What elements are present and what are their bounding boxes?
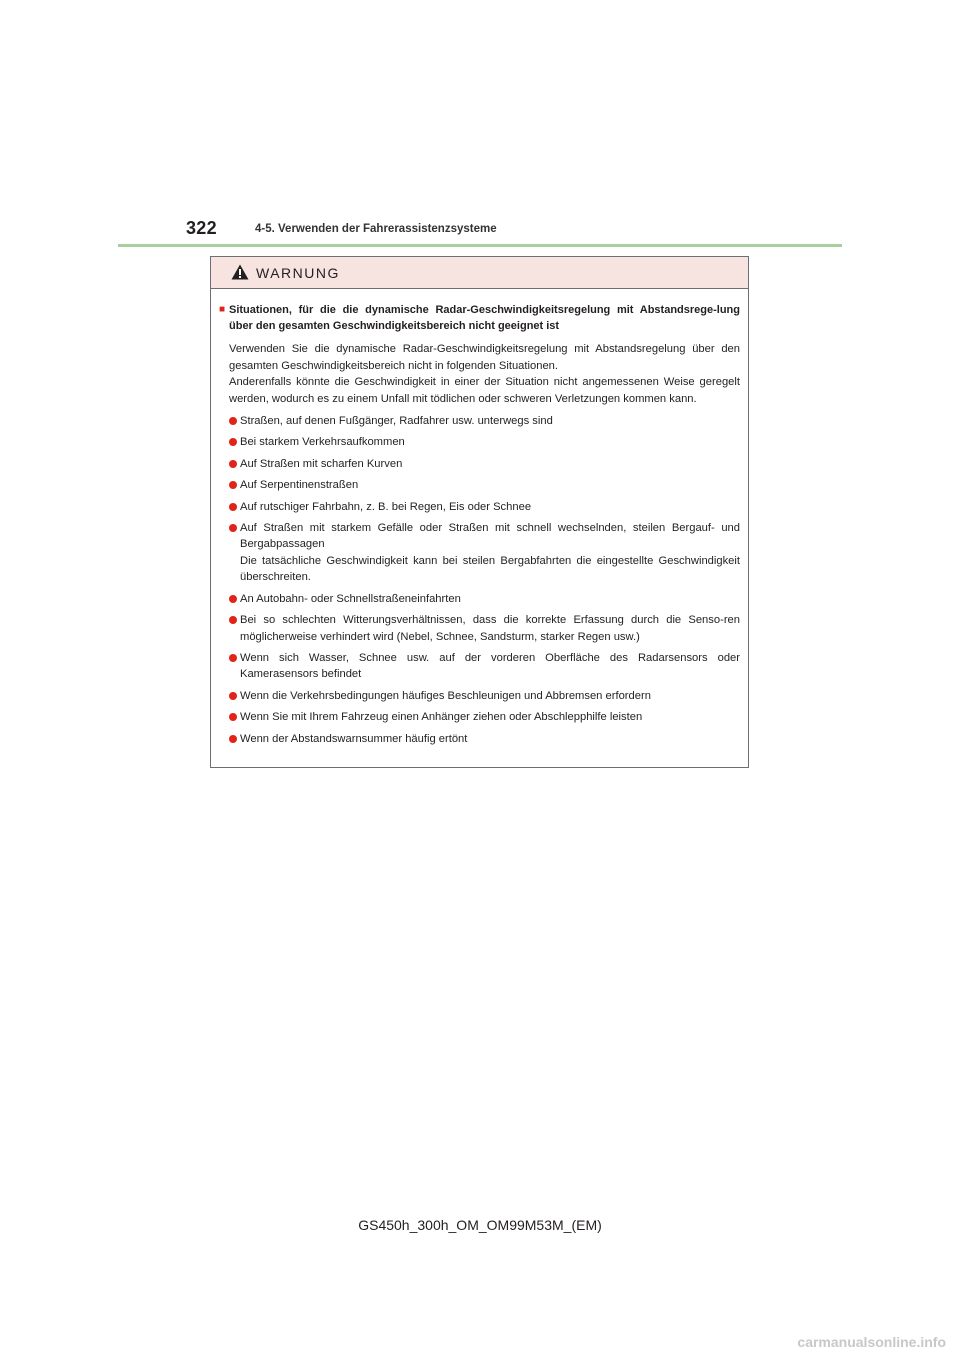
section-title: 4-5. Verwenden der Fahrerassistenzsysteme [255,223,497,235]
list-item-text: Auf Serpentinenstraßen [240,479,359,492]
intro-paragraph [229,341,740,407]
situation-list [229,413,740,747]
warning-title: WARNUNG [256,265,340,281]
list-item [229,688,740,704]
list-item [229,477,740,493]
bullet-dot-icon [229,438,237,446]
list-item [229,434,740,450]
list-item [229,731,740,747]
square-bullet-icon: ■ [219,304,226,315]
intro-line-1: Verwenden Sie die dynamische Radar-Geschwindigkeitsregelung mit Abstandsregelung über den gesamten Geschwindigkeitsbereich nicht in folgenden Situationen. [229,343,740,372]
list-item-text: Wenn die Verkehrsbedingungen häufiges Beschleunigen und Abbremsen erfordern [240,689,651,702]
list-item-note: Die tatsächliche Geschwindigkeit kann bei steilen Bergabfahrten die eingestellte Geschwindigkeit überschreiten. [240,554,740,584]
list-item [229,499,740,515]
list-item [229,612,740,645]
bullet-dot-icon [229,735,237,743]
list-item-text [239,520,740,586]
bullet-dot-icon [229,503,237,511]
list-item [229,650,740,683]
list-item-text: An Autobahn- oder Schnellstraßeneinfahrten [240,592,461,605]
list-item-text: Wenn der Abstandswarnsummer häufig ertönt [240,732,468,745]
warning-header [211,257,748,289]
list-item-text: Wenn Sie mit Ihrem Fahrzeug einen Anhänger ziehen oder Abschlepphilfe leisten [240,711,643,724]
warning-box [210,256,749,768]
list-item-main: Auf Straßen mit starkem Gefälle oder Straßen mit schnell wechselnden, steilen Bergauf- und Bergabpassagen [240,522,740,551]
warning-triangle-icon [231,264,249,280]
document-code: GS450h_300h_OM_OM99M53M_(EM) [358,1217,602,1233]
watermark-link[interactable]: carmanualsonline.info [797,1334,946,1350]
bullet-dot-icon [229,595,237,603]
warning-body [211,289,748,747]
list-item-text: Straßen, auf denen Fußgänger, Radfahrer usw. unterwegs sind [240,415,553,428]
page-header [183,214,843,240]
bullet-dot-icon [229,692,237,700]
intro-line-2: Anderenfalls könnte die Geschwindigkeit in einer der Situation nicht angemessenen Weise geregelt werden, wodurch es zu einem Unfall mit tödlichen oder schweren Verletzungen kommen kann. [229,376,740,405]
list-item [229,413,740,429]
page-number: 322 [186,218,217,238]
list-item-text: Auf Straßen mit scharfen Kurven [240,457,403,470]
header-divider [118,244,842,247]
list-item-text: Wenn sich Wasser, Schnee usw. auf der vorderen Oberfläche des Radarsensors oder Kamerasensors befindet [240,651,740,681]
list-item [229,709,740,725]
bullet-dot-icon [229,417,237,425]
warning-subheading [219,302,740,334]
list-item-text: Bei so schlechten Witterungsverhältnissen, dass die korrekte Erfassung durch die Senso-ren möglicherweise verhindert wird (Nebel, Schnee, Sandsturm, starker Regen usw.) [240,614,740,643]
subheading-text: Situationen, für die die dynamische Radar-Geschwindigkeitsregelung mit Abstandsrege-lung über den gesamten Geschwindigkeitsbereich nicht geeignet ist [229,304,740,333]
list-item [229,520,740,586]
list-item [229,456,740,472]
bullet-dot-icon [229,460,237,468]
bullet-dot-icon [229,524,237,532]
list-item-text: Bei starkem Verkehrsaufkommen [240,436,405,449]
bullet-dot-icon [229,616,237,624]
bullet-dot-icon [229,481,237,489]
bullet-dot-icon [229,654,237,662]
list-item-text: Auf rutschiger Fahrbahn, z. B. bei Regen, Eis oder Schnee [240,500,532,513]
bullet-dot-icon [229,713,237,721]
list-item [229,591,740,607]
